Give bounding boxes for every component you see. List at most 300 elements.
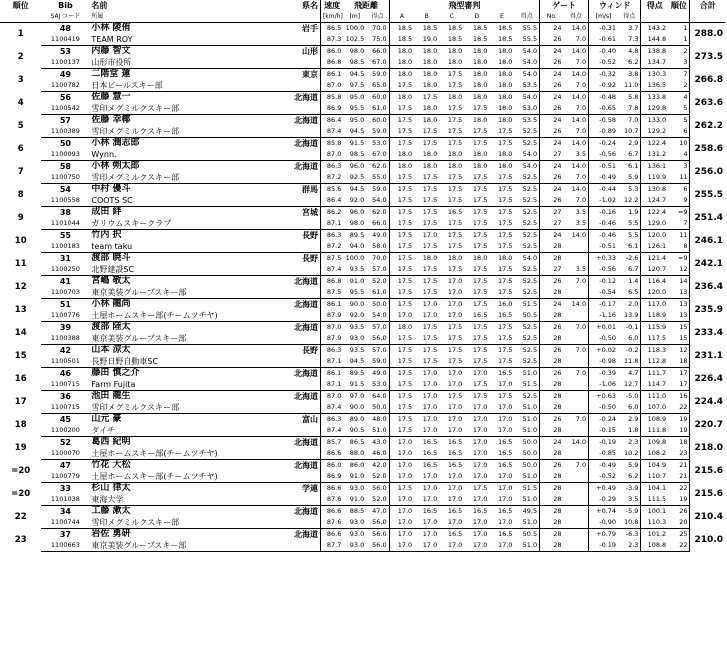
jump-score: 133.8: [641, 92, 668, 104]
jump-rank: 21: [679, 461, 688, 469]
header-dist: 飛距離: [354, 1, 378, 10]
distance-points: 46.0: [366, 448, 389, 460]
wind-points: 6.2: [618, 471, 641, 483]
wind-points: 6.5: [618, 287, 641, 299]
judge-c: 18.0: [447, 254, 463, 262]
speed: 87.0: [320, 322, 343, 334]
judge-points: 54.0: [522, 162, 538, 170]
distance-points: 59.0: [372, 70, 387, 78]
bib: 46: [59, 369, 71, 378]
distance: 98.5: [343, 149, 366, 161]
athlete-row: [0, 34, 725, 46]
judge-a: 17.5: [389, 207, 414, 219]
jump-rank: 4: [668, 149, 690, 161]
judge-points: 54.0: [522, 254, 538, 262]
judge-e: 18.5: [497, 24, 513, 32]
jump-rank: 3: [668, 57, 690, 69]
distance: 102.5: [343, 34, 366, 46]
header-score: 得点: [641, 0, 668, 11]
wind: +0.79: [589, 529, 618, 541]
judge-b: 17.5: [414, 333, 439, 345]
athlete-row: [0, 460, 725, 472]
judge-e: 16.0: [497, 300, 513, 308]
judge-a: 17.5: [389, 391, 414, 403]
gate: 28: [540, 310, 564, 322]
distance: 100.0: [345, 24, 365, 32]
judge-b: 17.0: [414, 379, 439, 391]
speed: 86.4: [320, 195, 343, 207]
wind-points: 5.9: [628, 461, 639, 469]
judge-a: 17.5: [389, 414, 414, 426]
distance: 93.5: [343, 264, 366, 276]
distance-points: 62.0: [372, 208, 387, 216]
gate: 28: [540, 494, 564, 506]
header-saj: SAJ コード: [41, 11, 89, 23]
gate: 24: [540, 161, 564, 173]
judge-d: 17.5: [472, 346, 488, 354]
judge-a: 17.5: [389, 126, 414, 138]
affiliation: 東海大学: [89, 494, 320, 506]
judge-points: 54.0: [514, 57, 539, 69]
distance: 96.0: [349, 162, 365, 170]
judge-d: 17.0: [464, 402, 489, 414]
affiliation: Farm Fujita: [89, 379, 320, 391]
judge-c: 18.0: [447, 47, 463, 55]
athlete-name: 山元 豪: [91, 414, 122, 424]
athlete-name: 池田 龍生: [91, 391, 131, 401]
athlete-name: 藤田 慎之介: [91, 368, 140, 378]
distance-points: 59.0: [366, 356, 389, 368]
judge-points: 55.5: [522, 24, 538, 32]
judge-b: 17.0: [422, 231, 438, 239]
judge-c: 17.5: [447, 116, 463, 124]
saj-code: 1100200: [41, 425, 89, 437]
bib: 51: [59, 300, 71, 309]
judge-a: 17.5: [389, 241, 414, 253]
judge-e: 17.5: [497, 139, 513, 147]
judge-d: 17.5: [472, 277, 488, 285]
bib: 58: [59, 162, 71, 171]
distance-points: 52.0: [366, 471, 389, 483]
distance: 92.0: [343, 195, 366, 207]
judge-a: 17.0: [389, 460, 414, 472]
wind-points: 6.7: [618, 149, 641, 161]
speed: 87.0: [320, 391, 343, 403]
prefecture: 北海道: [293, 392, 318, 401]
saj-code: 1100093: [41, 149, 89, 161]
judge-e: 16.5: [489, 310, 514, 322]
judge-a: 17.5: [389, 368, 414, 380]
prefecture: 学連: [301, 484, 318, 493]
athlete-row: [0, 103, 725, 115]
judge-a: 17.0: [389, 448, 414, 460]
judge-d: 17.0: [464, 517, 489, 529]
judge-points: 52.5: [514, 195, 539, 207]
wind: -0.49: [589, 460, 618, 472]
judge-e: 16.5: [489, 448, 514, 460]
speed: 86.6: [320, 506, 343, 518]
distance-points: 48.0: [372, 415, 387, 423]
judge-c: 17.0: [447, 415, 463, 423]
wind-points: 3.5: [618, 494, 641, 506]
jump-score: 122.4: [641, 207, 668, 219]
wind: -0.19: [589, 540, 618, 552]
total-score: 242.1: [690, 253, 725, 276]
gate-points: 3.5: [564, 264, 589, 276]
wind: -0.44: [589, 184, 618, 196]
athlete-row: [0, 92, 725, 104]
gate-points: 7.0: [575, 323, 587, 331]
rank: 22: [14, 511, 27, 522]
prefecture: 山形: [301, 47, 318, 56]
judge-c: 18.0: [447, 93, 463, 101]
bib: 45: [59, 415, 71, 424]
judge-points: 51.5: [522, 484, 538, 492]
judge-c: 17.5: [447, 70, 463, 78]
judge-b: 18.0: [422, 162, 438, 170]
gate: 28: [540, 506, 564, 518]
judge-a: 17.0: [389, 517, 414, 529]
wind: -0.16: [589, 207, 618, 219]
judge-points: 52.5: [522, 185, 538, 193]
athlete-row: [0, 310, 725, 322]
jump-score: 133.0: [641, 115, 668, 127]
athlete-name: 佐藤 幸椰: [91, 115, 131, 125]
wind-points: 1.4: [628, 277, 639, 285]
wind: -0.58: [589, 115, 618, 127]
distance: 89.0: [349, 415, 365, 423]
distance: 93.5: [349, 346, 365, 354]
jump-score: 144.8: [641, 34, 668, 46]
gate: 28: [540, 448, 564, 460]
saj-code: 1100750: [41, 172, 89, 184]
distance: 97.5: [343, 80, 366, 92]
jump-rank: 22: [668, 540, 690, 552]
gate-points: [564, 391, 589, 403]
judge-a: 17.5: [389, 425, 414, 437]
judge-points: 52.5: [522, 392, 538, 400]
bib: 52: [59, 438, 71, 447]
distance-points: 62.0: [372, 162, 387, 170]
gate-points: [564, 540, 589, 552]
distance-points: 64.0: [372, 392, 387, 400]
athlete-row: [0, 379, 725, 391]
total-score: 215.6: [690, 460, 725, 483]
judge-points: 51.5: [522, 300, 538, 308]
gate: 24: [540, 437, 564, 449]
distance: 90.0: [349, 300, 365, 308]
judge-a: 18.5: [389, 23, 414, 35]
judge-d: 17.0: [472, 461, 488, 469]
gate-points: [564, 517, 589, 529]
judge-e: 18.0: [489, 149, 514, 161]
speed: 86.1: [320, 368, 343, 380]
judge-c: 17.0: [439, 425, 464, 437]
gate: 28: [540, 287, 564, 299]
wind-points: 2.3: [618, 540, 641, 552]
jump-rank: 15: [668, 333, 690, 345]
saj-code: 1100183: [41, 241, 89, 253]
speed: 86.8: [320, 276, 343, 288]
judge-e: 17.5: [497, 208, 513, 216]
speed: 86.4: [320, 115, 343, 127]
judge-points: 52.5: [522, 277, 538, 285]
judge-d: 16.5: [472, 507, 488, 515]
judge-c: 16.5: [447, 208, 463, 216]
saj-code: 1100715: [41, 379, 89, 391]
athlete-row: [0, 57, 725, 69]
gate: 27: [540, 207, 564, 219]
judge-b: 17.0: [414, 540, 439, 552]
jump-rank: 22: [668, 402, 690, 414]
wind-points: 5.8: [628, 93, 639, 101]
gate: 28: [540, 379, 564, 391]
prefecture: 北海道: [293, 116, 318, 125]
header-pos: 順位: [670, 1, 687, 10]
wind: -0.56: [589, 149, 618, 161]
judge-points: 52.5: [522, 346, 538, 354]
athlete-row: [0, 529, 725, 541]
wind-points: 2.3: [628, 438, 639, 446]
judge-e: 18.0: [497, 47, 513, 55]
gate-points: 14.0: [571, 70, 587, 78]
distance-points: 56.0: [366, 540, 389, 552]
header-dist-pts: 得点: [366, 11, 389, 23]
prefecture: 長野: [301, 346, 318, 355]
gate: 26: [540, 34, 564, 46]
distance-points: 42.0: [372, 461, 387, 469]
gate: 26: [540, 80, 564, 92]
bib: 42: [59, 346, 71, 355]
jump-score: 104.1: [641, 483, 668, 495]
distance: 96.0: [349, 208, 365, 216]
total-score: 226.4: [690, 368, 725, 391]
judge-b: 18.5: [422, 24, 438, 32]
wind: -0.56: [589, 264, 618, 276]
judge-c: 17.0: [447, 369, 463, 377]
saj-code: 1100070: [41, 448, 89, 460]
judge-d: 17.0: [472, 438, 488, 446]
jump-rank: 22: [679, 484, 688, 492]
judge-c: 17.5: [439, 103, 464, 115]
judge-points: 52.5: [522, 231, 538, 239]
jump-rank: 7: [683, 70, 688, 78]
athlete-row: [0, 195, 725, 207]
athlete-row: [0, 207, 725, 219]
header-dist-unit: [m]: [343, 11, 366, 23]
header-wind-unit: [m/s]: [589, 11, 618, 23]
judge-e: 17.0: [489, 379, 514, 391]
rank: 6: [17, 143, 24, 154]
gate-points: 7.0: [564, 80, 589, 92]
prefecture: 岩手: [301, 24, 318, 33]
judge-e: 17.5: [497, 323, 513, 331]
header-gate-no: No.: [540, 11, 564, 23]
athlete-name: 竹内 択: [91, 230, 122, 240]
judge-e: 17.5: [497, 231, 513, 239]
judge-e: 17.5: [489, 218, 514, 230]
judge-e: 18.0: [497, 254, 513, 262]
judge-points: 50.0: [514, 448, 539, 460]
judge-a: 17.5: [389, 276, 414, 288]
header-affil: 所属: [89, 11, 200, 23]
rank: 7: [17, 166, 24, 177]
saj-code: 1100776: [41, 310, 89, 322]
judge-c: 16.5: [447, 438, 463, 446]
distance-points: 54.0: [366, 195, 389, 207]
judge-b: 18.0: [422, 116, 438, 124]
speed: 87.3: [320, 34, 343, 46]
judge-b: 18.0: [414, 103, 439, 115]
judge-b: 17.0: [422, 369, 438, 377]
athlete-name: 岩佐 勇研: [91, 529, 131, 539]
rank: 5: [17, 120, 24, 131]
gate: 26: [540, 345, 564, 357]
judge-a: 18.0: [389, 92, 414, 104]
wind: -0.32: [589, 69, 618, 81]
wind-points: 2.0: [628, 300, 639, 308]
wind: -0.50: [589, 402, 618, 414]
jump-rank: 3: [683, 162, 688, 170]
distance-points: 60.0: [372, 116, 387, 124]
affiliation: 東京美装グループスキー部: [89, 333, 320, 345]
judge-b: 17.5: [414, 195, 439, 207]
judge-points: 52.5: [514, 264, 539, 276]
gate: 28: [540, 540, 564, 552]
distance-points: 56.0: [366, 333, 389, 345]
athlete-row: [0, 333, 725, 345]
athlete-name: 小林 朔太郎: [91, 161, 140, 171]
athlete-row: [0, 126, 725, 138]
distance: 93.0: [343, 333, 366, 345]
judge-c: 17.0: [439, 540, 464, 552]
jump-rank: 18: [668, 356, 690, 368]
judge-e: 17.5: [489, 195, 514, 207]
athlete-row: [0, 172, 725, 184]
jump-rank: 9: [668, 195, 690, 207]
affiliation: 北野建設SC: [89, 264, 320, 276]
athlete-row: [0, 299, 725, 311]
judge-b: 18.0: [422, 70, 438, 78]
gate: 28: [540, 471, 564, 483]
athlete-row: [0, 264, 725, 276]
judge-c: 18.5: [439, 34, 464, 46]
judge-e: 18.5: [489, 34, 514, 46]
athlete-row: [0, 356, 725, 368]
judge-points: 52.5: [514, 333, 539, 345]
distance: 94.0: [343, 241, 366, 253]
rank: 13: [14, 304, 27, 315]
wind-points: 1.9: [628, 208, 639, 216]
gate-points: 14.0: [571, 300, 587, 308]
wind-points: 11.8: [618, 356, 641, 368]
athlete-name: 小林 陵侑: [91, 23, 131, 33]
athlete-name: 成田 絆: [91, 207, 122, 217]
judge-b: 18.0: [414, 149, 439, 161]
jump-score: 112.8: [641, 356, 668, 368]
gate-points: [564, 483, 589, 495]
athlete-row: [0, 149, 725, 161]
header-speed: 速度: [320, 0, 343, 11]
judge-a: 18.0: [389, 57, 414, 69]
judge-e: 17.5: [489, 126, 514, 138]
judge-b: 17.5: [422, 277, 438, 285]
distance-points: 65.0: [366, 80, 389, 92]
judge-e: 18.0: [497, 162, 513, 170]
gate-points: 14.0: [571, 116, 587, 124]
distance: 91.5: [349, 139, 365, 147]
judge-e: 17.5: [497, 185, 513, 193]
judge-b: 17.0: [422, 415, 438, 423]
prefecture: 群馬: [301, 185, 318, 194]
judge-b: 17.0: [422, 484, 438, 492]
gate: 24: [540, 138, 564, 150]
jump-rank: 1: [683, 24, 688, 32]
speed: 86.3: [320, 345, 343, 357]
wind: -0.89: [589, 126, 618, 138]
judge-d: 18.0: [472, 116, 488, 124]
affiliation: 山形市役所: [89, 57, 320, 69]
judge-b: 17.5: [414, 218, 439, 230]
jump-score: 121.4: [641, 253, 668, 265]
judge-b: 17.0: [422, 530, 438, 538]
distance: 86.0: [349, 461, 365, 469]
total-score: 220.7: [690, 414, 725, 437]
gate: 26: [540, 57, 564, 69]
gate: 27: [540, 264, 564, 276]
affiliation: team taku: [89, 241, 320, 253]
distance: 93.0: [349, 484, 365, 492]
jump-rank: 13: [668, 287, 690, 299]
gate: 24: [540, 92, 564, 104]
judge-points: 52.5: [514, 356, 539, 368]
athlete-row: [0, 483, 725, 495]
gate-points: 7.0: [564, 172, 589, 184]
header-rank: 順位: [12, 1, 29, 10]
judge-points: 50.0: [522, 438, 538, 446]
rank: 4: [17, 97, 24, 108]
judge-points: 53.5: [522, 116, 538, 124]
judge-d: 17.0: [464, 448, 489, 460]
athlete-row: [0, 241, 725, 253]
jump-rank: 6: [683, 185, 688, 193]
jump-rank: 17: [679, 369, 688, 377]
wind: -0.98: [589, 356, 618, 368]
wind-points: 4.7: [628, 369, 639, 377]
speed: 87.2: [320, 241, 343, 253]
gate-points: [564, 241, 589, 253]
header-judges: 飛型審判: [389, 0, 539, 11]
jump-score: 114.7: [641, 379, 668, 391]
wind: -0.54: [589, 287, 618, 299]
gate-points: 7.0: [575, 461, 587, 469]
wind: -0.49: [589, 172, 618, 184]
speed: 86.8: [320, 57, 343, 69]
affiliation: 雪印メグミルクスキー部: [89, 103, 320, 115]
judge-a: 17.0: [389, 529, 414, 541]
distance: 93.0: [349, 530, 365, 538]
wind-points: 7.3: [618, 34, 641, 46]
gate-points: 7.0: [564, 126, 589, 138]
judge-c: 16.5: [447, 530, 463, 538]
judge-points: 51.5: [514, 379, 539, 391]
jump-score: 117.0: [641, 299, 668, 311]
distance: 94.5: [343, 126, 366, 138]
rank: 15: [14, 350, 27, 361]
judge-e: 17.0: [489, 425, 514, 437]
gate: 26: [540, 322, 564, 334]
speed: 86.3: [320, 414, 343, 426]
